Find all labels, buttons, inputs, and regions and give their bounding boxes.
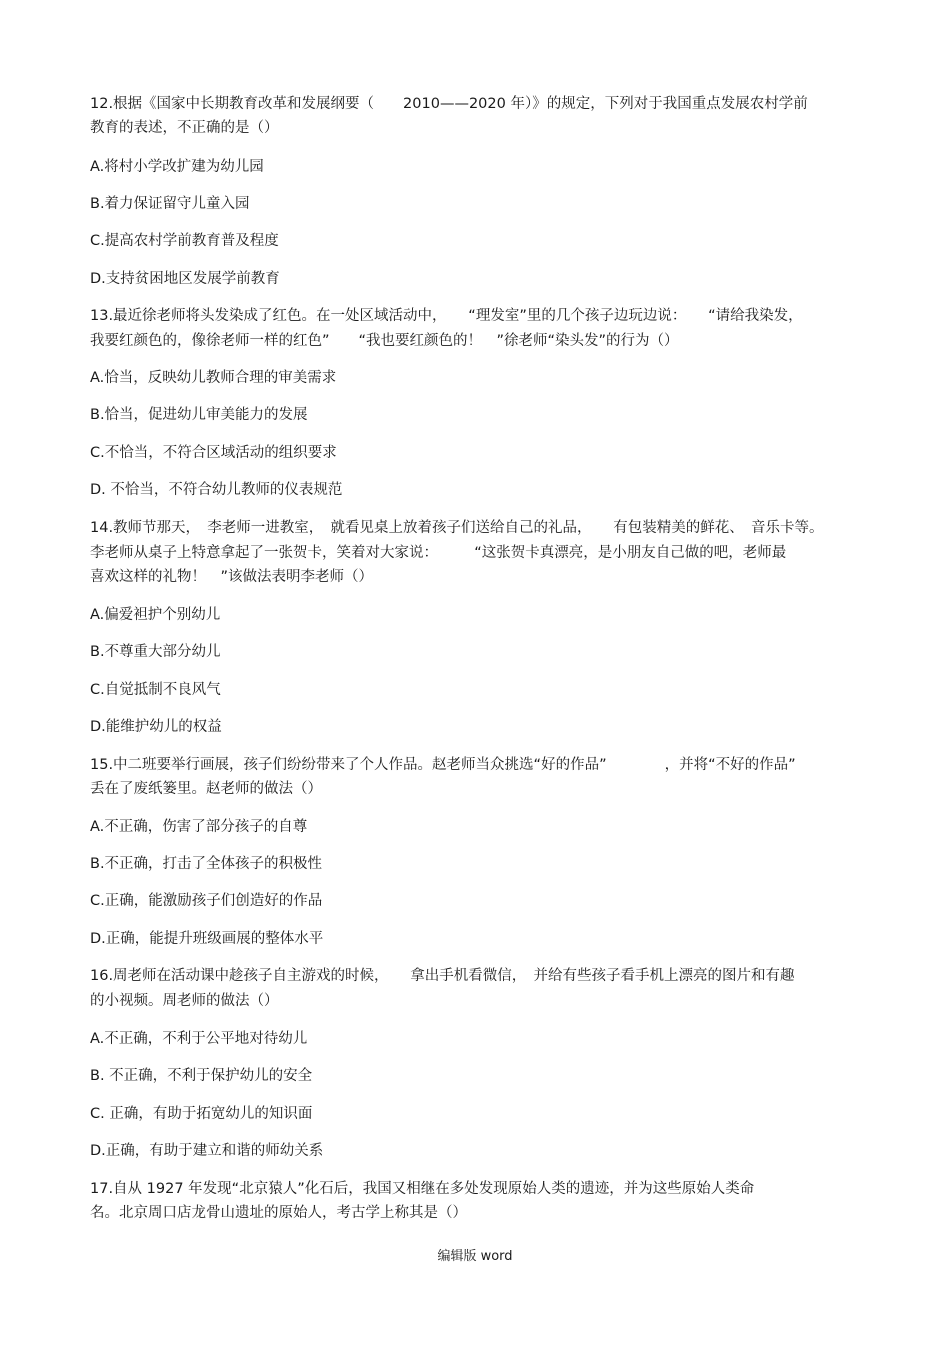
question-stem-line: 丢在了废纸篓里。赵老师的做法（）	[90, 781, 322, 797]
option-c: C.正确，能激励孩子们创造好的作品	[90, 893, 323, 909]
page-footer: 编辑版 word	[437, 1249, 513, 1264]
question-stem-line: 名。北京周口店龙骨山遗址的原始人，考古学上称其是（）	[90, 1205, 467, 1221]
option-d: D.能维护幼儿的权益	[90, 719, 222, 735]
option-d: D.正确，能提升班级画展的整体水平	[90, 931, 324, 947]
option-d: D. 不恰当，不符合幼儿教师的仪表规范	[90, 482, 343, 498]
question-stem-line: 我要红颜色的，像徐老师一样的红色” “我也要红颜色的！ ”徐老师“染头发”的行为（）	[90, 333, 679, 349]
question-stem-line: 12.根据《国家中长期教育改革和发展纲要（ 2010——2020 年）》的规定，下列对于我国重点发展农村学前	[90, 96, 808, 112]
option-b: B. 不正确，不利于保护幼儿的安全	[90, 1068, 313, 1084]
option-b: B.不尊重大部分幼儿	[90, 644, 221, 660]
option-b: B.不正确，打击了全体孩子的积极性	[90, 856, 323, 872]
option-c: C.提高农村学前教育普及程度	[90, 233, 279, 249]
question-stem-line: 喜欢这样的礼物！ ”该做法表明李老师（）	[90, 569, 374, 585]
option-d: D.正确，有助于建立和谐的师幼关系	[90, 1143, 324, 1159]
question-stem-line: 13.最近徐老师将头发染成了红色。在一处区域活动中， “理发室”里的几个孩子边玩边说： “请给我染发，	[90, 308, 803, 324]
option-b: B.恰当，促进幼儿审美能力的发展	[90, 407, 308, 423]
question-stem-line: 的小视频。周老师的做法（）	[90, 993, 279, 1009]
question-stem-line: 17.自从 1927 年发现“北京猿人”化石后，我国又相继在多处发现原始人类的遗迹，并为这些原始人类命	[90, 1181, 755, 1197]
option-c: C. 正确，有助于拓宽幼儿的知识面	[90, 1106, 313, 1122]
question-stem-line: 14.教师节那天， 李老师一进教室， 就看见桌上放着孩子们送给自己的礼品， 有包装精美的鲜花、 音乐卡等。	[90, 520, 824, 536]
option-a: A.将村小学改扩建为幼儿园	[90, 159, 264, 175]
option-a: A.不正确，不利于公平地对待幼儿	[90, 1031, 308, 1047]
question-stem-line: 李老师从桌子上特意拿起了一张贺卡，笑着对大家说： “这张贺卡真漂亮，是小朋友自己做的吧，老师最	[90, 545, 787, 561]
option-a: A.恰当，反映幼儿教师合理的审美需求	[90, 370, 337, 386]
option-c: C.自觉抵制不良风气	[90, 682, 221, 698]
option-a: A.不正确，伤害了部分孩子的自尊	[90, 819, 308, 835]
option-d: D.支持贫困地区发展学前教育	[90, 271, 280, 287]
option-b: B.着力保证留守儿童入园	[90, 196, 250, 212]
question-stem-line: 16.周老师在活动课中趁孩子自主游戏的时候， 拿出手机看微信， 并给有些孩子看手机上漂亮的图片和有趣	[90, 968, 795, 984]
option-c: C.不恰当，不符合区域活动的组织要求	[90, 445, 337, 461]
question-stem-line: 教育的表述，不正确的是（）	[90, 120, 279, 136]
option-a: A.偏爱袒护个别幼儿	[90, 607, 221, 623]
question-stem-line: 15.中二班要举行画展，孩子们纷纷带来了个人作品。赵老师当众挑选“好的作品” ，并将“不好的作品”	[90, 757, 796, 773]
